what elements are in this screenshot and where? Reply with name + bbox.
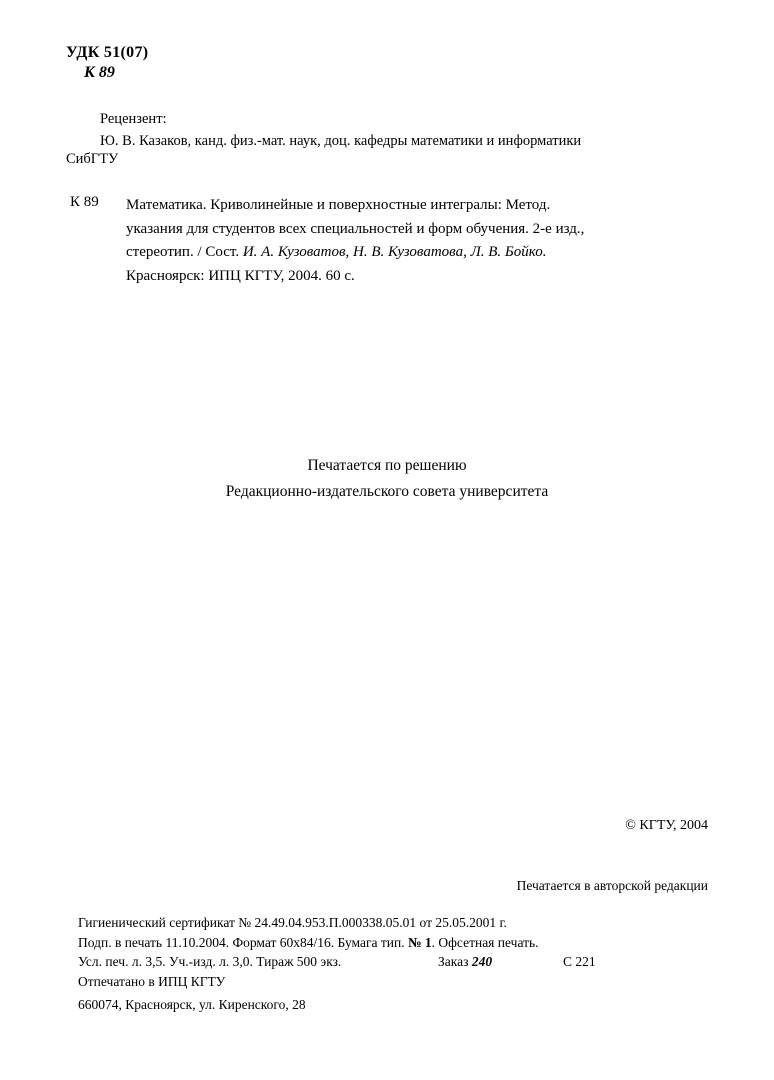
reviewer-label: Рецензент:	[100, 111, 167, 127]
bibliographic-line-3	[126, 241, 720, 265]
imprint-signature: С 221	[563, 954, 596, 969]
approval-line-2: Редакционно-издательского совета университета	[225, 483, 549, 500]
copyright-notice: © КГТУ, 2004	[625, 818, 708, 833]
imprint-sheets-text: Усл. печ. л. 3,5. Уч.-изд. л. 3,0. Тираж 500 экз.	[78, 954, 342, 969]
bibliographic-code: К 89	[70, 194, 99, 210]
reviewer-name: Ю. В. Казаков, канд. физ.-мат. наук, доц. кафедры математики и информатики	[100, 133, 582, 149]
imprint-printing-info	[78, 933, 718, 953]
udk-code: УДК 51(07)	[66, 44, 149, 61]
publication-approval	[0, 453, 774, 505]
reviewer-organization: СибГТУ	[66, 151, 119, 167]
imprint-sheets-info	[78, 952, 718, 972]
bibliographic-line-1: Математика. Криволинейные и поверхностные интегралы: Метод.	[126, 197, 551, 213]
imprint-order-number: 240	[471, 954, 493, 969]
imprint-certificate: Гигиенический сертификат № 24.49.04.953.П.000338.05.01 от 25.05.2001 г.	[78, 915, 507, 930]
imprint-order	[438, 952, 492, 972]
bibliographic-line-4: Красноярск: ИПЦ КГТУ, 2004. 60 с.	[126, 267, 355, 284]
imprint-paper-number: № 1	[407, 934, 432, 950]
imprint-block	[78, 913, 718, 1015]
imprint-order-label: Заказ	[438, 954, 472, 969]
imprint-address: 660074, Красноярск, ул. Киренского, 28	[78, 997, 306, 1012]
bibliographic-record	[126, 194, 720, 288]
bibliographic-compilers: И. А. Кузоватов, Н. В. Кузоватова, Л. В. Бойко.	[242, 244, 547, 260]
shelf-code: К 89	[84, 64, 115, 81]
imprint-printing-suffix: . Офсетная печать.	[431, 934, 539, 950]
bibliographic-line-2: указания для студентов всех специальностей и форм обучения. 2-е изд.,	[126, 220, 585, 237]
bibliographic-line-3-prefix: стереотип. / Сост.	[126, 244, 243, 260]
author-edition-note: Печатается в авторской редакции	[516, 878, 708, 893]
imprint-printing-prefix: Подп. в печать 11.10.2004. Формат 60х84/16. Бумага тип.	[78, 934, 408, 950]
approval-line-1: Печатается по решению	[307, 457, 467, 474]
imprint-printed-at: Отпечатано в ИПЦ КГТУ	[78, 973, 226, 989]
